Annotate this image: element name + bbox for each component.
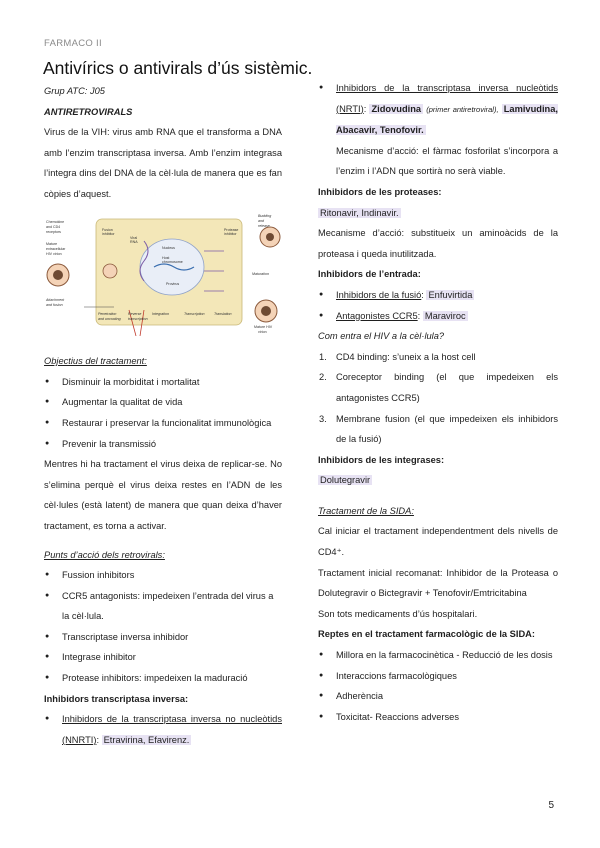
fig-label: virion xyxy=(258,329,267,334)
fig-label: Budding xyxy=(258,213,272,218)
ccr5-drug: Maraviroc xyxy=(424,310,466,321)
fig-label: receptors xyxy=(46,229,61,234)
step-text: CD4 binding: s’uneix a la host cell xyxy=(336,351,476,362)
fig-label: extracellular xyxy=(46,246,66,251)
page-title: Antivírics o antivirals d’ús sistèmic. xyxy=(43,58,313,78)
fig-label: Maturation xyxy=(252,271,269,276)
list-item: ● Inhibidors de la transcriptasa inversa no nucleòtids (NNRTI): Etravirina, Efavirenz. xyxy=(44,709,282,750)
nrti-mechanism: Mecanisme d’acció: el fàrmac fosforilat s’incorpora a l’enzim i l’ADN que sortirà no serà viable. xyxy=(336,145,558,177)
nrti-label: Inhibidors de la transcriptasa inversa nucleòtids (NRTI) xyxy=(336,83,558,114)
fig-label: and xyxy=(258,218,264,223)
nnrti-label: Inhibidors de la transcriptasa inversa no nucleòtids (NNRTI) xyxy=(62,714,282,745)
page-header: FARMACO II xyxy=(44,38,102,49)
list-item: ● Integrase inhibitor xyxy=(44,647,282,668)
fig-label: Reverse xyxy=(128,311,142,316)
sida-paragraph-2: Tractament inicial recomanat: Inhibidor de la Proteasa o Dolutegravir o Bictegravir + Tenofovir/Emtricitabina xyxy=(318,567,558,599)
protease-heading: Inhibidors de les proteases: xyxy=(318,186,442,197)
fig-label: Fusion xyxy=(102,227,113,232)
nnrti-drugs: Etravirina, Efavirenz. xyxy=(103,734,190,745)
fig-label: Transcription xyxy=(184,311,205,316)
list-item: ● Toxicitat- Reaccions adverses xyxy=(318,707,558,728)
primer-note: (primer antiretroviral), xyxy=(426,104,499,114)
list-item: ● Fussion inhibitors xyxy=(44,565,282,586)
hiv-entry-question: Com entra el HIV a la cèl·lula? xyxy=(318,331,445,342)
list-item: ● CCR5 antagonists: impedeixen l’entrada del virus a la cèl·lula. xyxy=(44,586,282,627)
protease-drugs-line xyxy=(318,203,558,224)
fig-label: Nucleus xyxy=(162,245,175,250)
fig-label: Host xyxy=(162,255,170,260)
list-item: ● Restaurar i preservar la funcionalitat immunològica xyxy=(44,413,282,434)
integrase-drug: Dolutegravir xyxy=(320,475,371,486)
list-item: ● Antagonistes CCR5: Maraviroc xyxy=(318,306,558,327)
fig-label: Viral xyxy=(130,235,138,240)
protease-mechanism: Mecanisme d’acció: substitueix un aminoàcids de la proteasa i queda inutilitzada. xyxy=(318,228,558,259)
step-text: Coreceptor binding (el que impedeixen els antagonistes CCR5) xyxy=(336,372,558,403)
punts-heading: Punts d’acció dels retrovirals: xyxy=(44,549,165,560)
list-item: 2. Coreceptor binding (el que impedeixen els antagonistes CCR5) xyxy=(319,372,558,403)
fig-label: inhibitor xyxy=(102,231,115,236)
fig-label: Attachment xyxy=(46,297,65,302)
list-item: ● Adherència xyxy=(318,686,558,707)
list-item: 1. CD4 binding: s’uneix a la host cell xyxy=(319,351,476,362)
fig-label: Mature HIV xyxy=(254,324,273,329)
objectius-heading: Objectius del tractament: xyxy=(44,356,147,367)
sida-heading: Tractament de la SIDA: xyxy=(318,505,414,516)
virion-entering xyxy=(103,264,117,278)
hiv-lifecycle-figure xyxy=(44,211,282,336)
inhib-ti-heading: Inhibidors transcriptasa inversa: xyxy=(44,693,189,704)
ccr5-label: Antagonistes CCR5 xyxy=(336,310,418,321)
fig-label: RNA xyxy=(130,239,138,244)
fig-label: and fusion xyxy=(46,302,63,307)
fig-label: and uncoating xyxy=(98,316,121,321)
list-item: ● Augmentar la qualitat de vida xyxy=(44,392,282,413)
fig-label: HIV virion xyxy=(46,251,62,256)
fig-label: Penetration xyxy=(98,311,117,316)
protease-drugs: Ritonavir, Indinavir. xyxy=(320,207,399,218)
fig-label: Mature xyxy=(46,241,58,246)
fig-label: inhibitor xyxy=(224,231,237,236)
list-item: ● Disminuir la morbiditat i mortalitat xyxy=(44,372,282,393)
list-item: ● Interaccions farmacològiques xyxy=(318,666,558,687)
fig-label: Protease xyxy=(224,227,239,232)
left-column xyxy=(44,81,282,750)
entrada-heading: Inhibidors de l’entrada: xyxy=(318,269,421,280)
intro-paragraph: Virus de la VIH: virus amb RNA que el transforma a DNA amb l’enzim transcriptasa inversa. Amb l’enzim integrasa l’integra dins del DNA de la cèl·lula de manera que es fan còpies d’aquest. xyxy=(44,127,282,199)
list-item: ● Protease inhibitors: impedeixen la maduració xyxy=(44,668,282,689)
sida-paragraph-3: Son tots medicaments d’ús hospitalari. xyxy=(318,608,478,619)
fig-label: Translation xyxy=(214,311,232,316)
atc-group: Grup ATC: J05 xyxy=(44,86,105,96)
integrase-heading: Inhibidors de les integrases: xyxy=(318,454,445,465)
fig-label: Chemokine xyxy=(46,219,65,224)
integrase-drug-line xyxy=(318,470,558,491)
fig-label: Integration xyxy=(152,311,169,316)
list-item: ● Millora en la farmacocinètica - Reducció de les dosis xyxy=(318,645,558,666)
virion-left-core xyxy=(53,270,63,280)
list-item: ● Transcriptase inversa inhibidor xyxy=(44,627,282,648)
list-item: ● Prevenir la transmissió xyxy=(44,434,282,455)
zidovudina: Zidovudina xyxy=(371,103,422,114)
list-item: 3. Membrane fusion (el que impedeixen els inhibidors de la fusió) xyxy=(319,413,558,445)
sida-paragraph-1: Cal iniciar el tractament independentment dels nivells de CD4⁺. xyxy=(318,526,558,558)
fusio-label: Inhibidors de la fusió xyxy=(336,289,422,300)
antiretrovirals-heading: ANTIRETROVIRALS xyxy=(44,106,133,117)
reptes-heading: Reptes en el tractament farmacològic de la SIDA: xyxy=(318,629,535,640)
list-item: ● Inhibidors de la transcriptasa inversa nucleòtids (NRTI): Zidovudina (primer antiretroviral), Lamivudina, Abacavir, Tenofovir. xyxy=(318,78,558,141)
list-item: ● Inhibidors de la fusió: Enfuvirtida xyxy=(318,285,558,306)
fig-label: release xyxy=(258,223,270,228)
nrti-drugs: Lamivudina, Abacavir, Tenofovir. xyxy=(336,103,558,136)
virion-mature-core xyxy=(261,306,271,316)
right-column xyxy=(318,78,558,727)
fig-label: Provirus xyxy=(166,281,180,286)
step-text: Membrane fusion (el que impedeixen els inhibidors de la fusió) xyxy=(336,413,558,445)
fig-label: chromosome xyxy=(162,259,183,264)
fusio-drug: Enfuvirtida xyxy=(428,289,473,300)
fig-label: and CD4 xyxy=(46,224,61,229)
virion-budding-core xyxy=(266,233,274,241)
latency-paragraph: Mentres hi ha tractament el virus deixa de replicar-se. No s’elimina perquè el virus deixa restes en l’ADN de les cèl·lules (està latent) de manera que quan deixa d’haver tractament, es torna a activar. xyxy=(44,459,282,531)
fig-label: transcription xyxy=(128,316,148,321)
page-number: 5 xyxy=(548,800,554,811)
